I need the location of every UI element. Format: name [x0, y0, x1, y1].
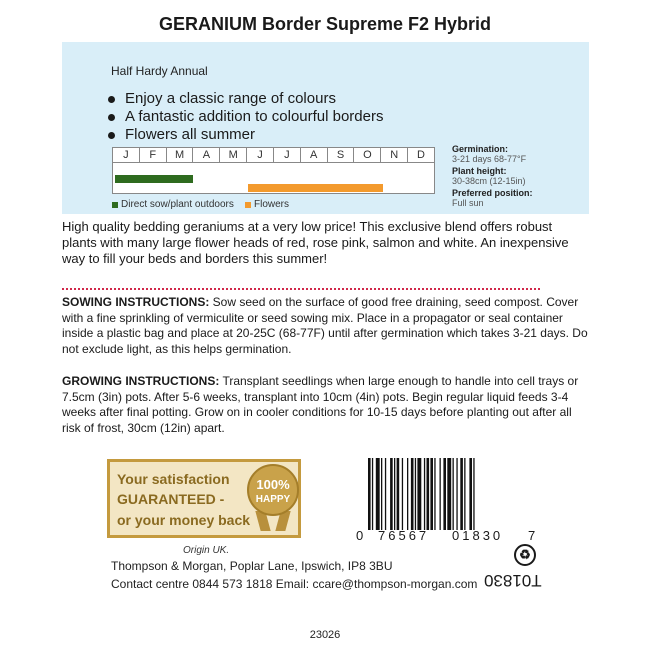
sowing-heading: SOWING INSTRUCTIONS:	[62, 295, 210, 309]
feature-item: Enjoy a classic range of colours	[108, 90, 384, 108]
month-label: J	[274, 148, 301, 162]
height-value: 30-38cm (12-15in)	[452, 176, 526, 186]
growing-info	[452, 144, 582, 210]
flower-period-bar	[248, 184, 383, 192]
sowing-calendar	[112, 147, 435, 194]
bullet-icon	[108, 114, 115, 121]
plant-type: Half Hardy Annual	[111, 64, 208, 78]
month-label: O	[354, 148, 381, 162]
sow-period-bar	[115, 175, 193, 183]
barcode-bars	[366, 458, 526, 530]
product-code: T01830	[484, 571, 542, 590]
height-label: Plant height:	[452, 166, 507, 176]
footer-code: 23026	[309, 629, 341, 641]
bullet-icon	[108, 132, 115, 139]
sowing-instructions	[62, 295, 589, 357]
guarantee-line: GUARANTEED -	[117, 491, 225, 507]
barcode-first-digit: 0	[356, 528, 364, 543]
badge-happy: HAPPY	[255, 494, 291, 505]
legend-swatch-sow	[112, 202, 118, 208]
position-label: Preferred position:	[452, 188, 533, 198]
growing-instructions	[62, 374, 589, 436]
growing-text: Transplant seedlings when large enough to handle into cell trays or 7.5cm (3in) pots. After 5-6 weeks, transplant into 10cm (4in) pots. Begin regular liquid feeds 3-4 weeks after final potting. Grow on in cooler conditions for 10-15 days before planting out after all risk of frost, 30cm (12in) apart.	[62, 374, 579, 435]
recycle-icon: ♻	[514, 544, 536, 566]
month-label: M	[167, 148, 194, 162]
feature-list	[108, 90, 384, 144]
month-label: J	[113, 148, 140, 162]
month-label: J	[247, 148, 274, 162]
month-label: F	[140, 148, 167, 162]
barcode-right-group: 01830	[452, 528, 504, 543]
barcode-check-digit: 7	[528, 528, 536, 543]
month-label: S	[328, 148, 355, 162]
sowing-text: Sow seed on the surface of good free draining, seed compost. Cover with a fine sprinkling of vermiculite or seed sowing mix. Place in a propagator or seal container inside a plastic bag and place at 20-25C (68-77F) until after germination which takes 3-21 days. Do not exclude light, as this helps germination.	[62, 295, 588, 356]
origin-text: Origin UK.	[183, 545, 230, 556]
happy-badge	[247, 464, 299, 516]
month-label: A	[193, 148, 220, 162]
germination-value: 3-21 days 68-77°F	[452, 154, 527, 164]
barcode-left-group: 76567	[378, 528, 430, 543]
page-title: GERANIUM Border Supreme F2 Hybrid	[158, 14, 492, 34]
month-label: D	[417, 149, 425, 161]
badge-percent: 100%	[256, 477, 290, 492]
feature-item: A fantastic addition to colourful borders	[108, 108, 384, 126]
position-value: Full sun	[452, 198, 484, 208]
growing-heading: GROWING INSTRUCTIONS:	[62, 374, 220, 388]
legend-flowers: Flowers	[245, 199, 289, 210]
guarantee-line: Your satisfaction	[117, 471, 230, 487]
month-label: M	[220, 148, 247, 162]
month-label: A	[301, 148, 328, 162]
guarantee-line: or your money back	[117, 512, 251, 528]
germination-label: Germination:	[452, 144, 509, 154]
company-address: Thompson & Morgan, Poplar Lane, Ipswich, IP8 3BU	[111, 559, 393, 573]
divider	[62, 288, 540, 290]
company-contact	[111, 557, 477, 593]
feature-item: Flowers all summer	[108, 126, 384, 144]
legend-swatch-flowers	[245, 202, 251, 208]
contact-line: Contact centre 0844 573 1818 Email: ccare@thompson-morgan.com	[111, 577, 478, 591]
legend-sow: Direct sow/plant outdoors	[112, 199, 234, 210]
month-label: N	[381, 148, 408, 162]
calendar-months	[113, 148, 434, 163]
product-description: High quality bedding geraniums at a very low price! This exclusive blend offers robust plants with many large flower heads of red, rose pink, salmon and white. An inexpensive way to fill your beds and borders this summer!	[62, 219, 569, 266]
bullet-icon	[108, 96, 115, 103]
